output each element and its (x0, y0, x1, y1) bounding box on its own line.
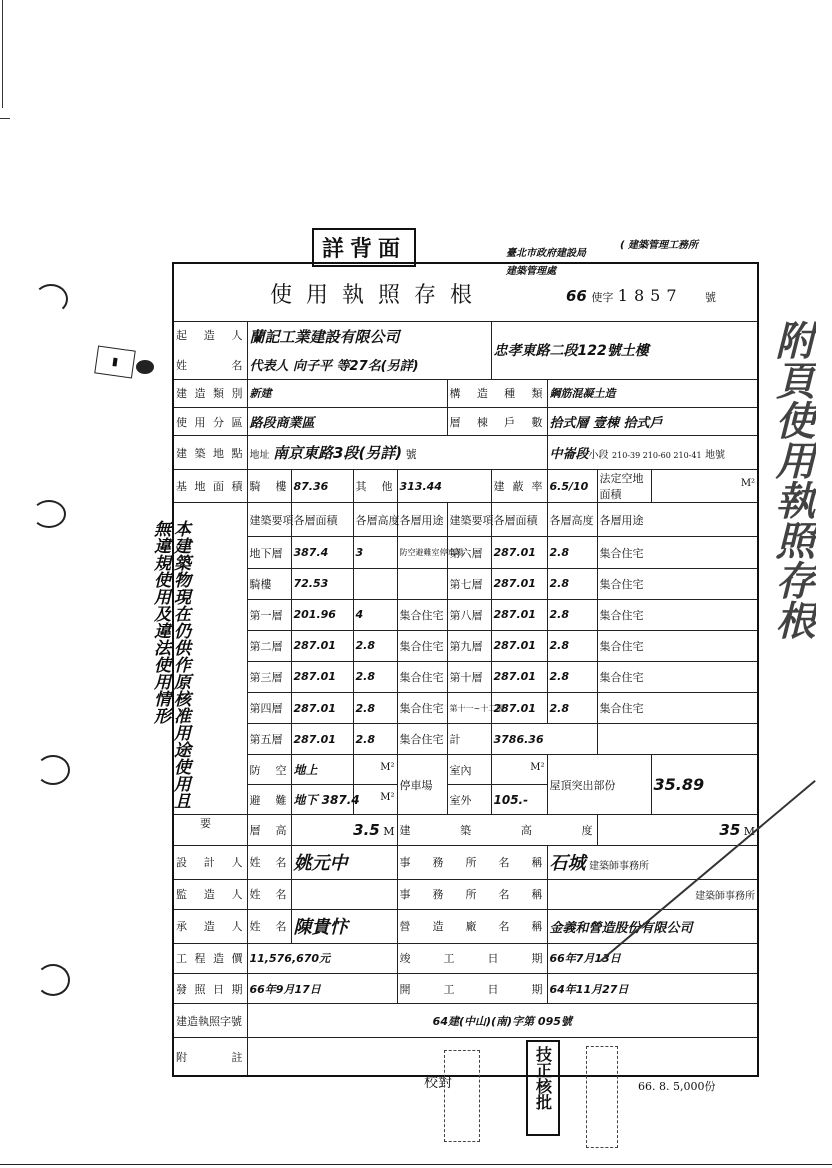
floor-row: 第八層 (447, 599, 491, 630)
bottom-rule (0, 1164, 832, 1165)
structure-value: 鋼筋混凝土造 (547, 379, 758, 407)
designer-office: 石城 (549, 853, 586, 875)
site-address: 南京東路3段(另詳) (273, 444, 403, 463)
floor-row: 第五層 (247, 724, 291, 755)
seal-right (586, 1046, 618, 1148)
contractor-company: 金義和營造股份有限公司 (547, 909, 758, 943)
builder-rep: 代表人 向子平 等27名(另詳) (249, 359, 419, 375)
usage-permit-stub-form: 使用執照存根 66 使字 1857 號 起造人 姓名 蘭記工業建設有限公司 代表人 向子平 等27名(另詳) 忠孝東路二段122號土樓 建造類別 新建 構造種類 鋼筋混凝土造 使用分區 路段商業區 層棟戶數 拾式層 壹棟 拾式戶 建築地點 地址 南京東路3段(另詳) 號 中崙段小段 210-39 210-60 210-41 地號 基地面積 騎樓 87.36 其他 313.44 建蔽率 6.5/10 法定空地面積 M² 建築要項 各層面積 各層高度 各層用途 建築要項 各層面積 各層高度 各層用途 地下層 387.4 3 防空避難室停車場 第六層 287.01 2.8 集合住宅 騎樓 72.53 第七層 287.01 2.8 集合住宅 第一層 201.96 4 集合住宅 第八層 287.01 2.8 集合住宅 第二層 287.01 2.8 集合住宅 第九層 287.01 2.8 集合住宅 第三層 287.01 2.8 集合住宅 第十層 287.01 2.8 集合住宅 第四層 287.01 2.8 集合住宅 第十一~十二層 287.01 2.8 集合住宅 第五層 287.01 2.8 集合住宅 計 3786.36 防空 地上 M² 停車場 室內 M² 屋頂突出部份 35.89 避難 地下 387.4 M² 室外 105.- 層高 3.5 M 建築高度 35 M 設計人 姓名 姚元中 事務所名稱 石城 建築師事務所 監造人 姓名 事務所名稱 建築師事務所 承造人 姓名 陳貴忭 營造廠名稱 金義和營造股份有限公司 工程造價 11,576,670元 竣工日期 66年7月13日 發照日期 66年9月17日 開工日期 64年11月27日 建造執照字號 64建(中山)(南)字第 095號 附註 (172, 262, 759, 1077)
contractor-name: 陳貴忭 (291, 909, 397, 943)
area-label: 基地面積 (173, 470, 247, 503)
scan-mark-2 (32, 500, 66, 528)
note-value (247, 1038, 758, 1076)
floors-units-label: 層棟戶數 (447, 408, 547, 436)
left-margin-note: 本建築物現在仍供作原核准用途使用且無違規使用及違法使用情形 (150, 520, 190, 809)
category-value: 新建 (247, 379, 447, 407)
top-stamp-paren: ( 建築管理工務所 (620, 240, 699, 251)
category-label: 建造類別 (173, 379, 247, 407)
evac-value: 地下 387.4 (291, 785, 353, 815)
floor-row: 地下層 (247, 537, 291, 568)
roof-label: 屋頂突出部份 (547, 755, 651, 815)
floor-row: 第四層 (247, 693, 291, 724)
other-area: 313.44 (397, 470, 491, 503)
outdoor-value: 105.- (491, 785, 547, 815)
builder-address: 忠孝東路二段122號土樓 (493, 343, 649, 360)
print-note: 66. 8. 5,000份 (638, 1080, 716, 1093)
proofread-stamp: 校對 (424, 1075, 452, 1091)
structure-label: 構造種類 (447, 379, 547, 407)
designer-name: 姚元中 (291, 845, 397, 879)
arcade-area: 87.36 (291, 470, 353, 503)
issue-date: 66年9月17日 (247, 974, 397, 1004)
site-lot-numbers: 210-39 210-60 210-41 (612, 451, 702, 461)
right-margin-text: 附頁使用執照存根 (769, 320, 815, 640)
hole-punch (136, 360, 154, 374)
construction-permit-number: 64建(中山)(南)字第 095號 (247, 1004, 758, 1038)
detail-back-stamp: 詳背面 (312, 228, 416, 267)
top-stamp-line2: 建築管理處 (506, 266, 556, 277)
scan-edge-line (0, 118, 10, 119)
builder-label-cell: 起造人 姓名 (173, 321, 247, 379)
roof-value: 35.89 (651, 755, 758, 815)
floor-total-label: 計 (447, 724, 491, 755)
approval-stamp: 技正核批 (526, 1040, 560, 1136)
floor-row: 第十一~十二層 (447, 693, 491, 724)
form-title: 使用執照存根 (270, 283, 487, 308)
floor-total-area: 3786.36 (491, 724, 597, 755)
floor-row: 第十層 (447, 661, 491, 692)
floor-row: 第七層 (447, 568, 491, 599)
parking-label: 停車場 (397, 755, 447, 815)
floor-height-value: 3.5 (353, 820, 380, 839)
floor-row: 第九層 (447, 630, 491, 661)
building-height-value: 35 (719, 820, 741, 839)
floor-row: 騎樓 (247, 568, 291, 599)
permit-number: 66 使字 1857 號 (566, 286, 716, 305)
scan-top-mark (2, 0, 3, 108)
zone-label: 使用分區 (173, 408, 247, 436)
site-lot: 中崙段 (549, 447, 589, 463)
construction-cost: 11,576,670元 (247, 943, 397, 973)
floor-row: 第六層 (447, 537, 491, 568)
seal-left (444, 1050, 480, 1142)
side-tab: ▮ (94, 345, 136, 378)
builder-value: 蘭記工業建設有限公司 (249, 328, 400, 347)
supervisor-name (291, 879, 397, 909)
floor-row: 第三層 (247, 661, 291, 692)
floor-row: 第一層 (247, 599, 291, 630)
top-stamp-line1: 臺北市政府建設局 (506, 248, 586, 259)
coverage-ratio: 6.5/10 (547, 470, 597, 503)
scan-mark-4 (36, 964, 70, 996)
floors-units-value: 拾式層 壹棟 拾式戶 (547, 408, 758, 436)
scan-mark-1 (34, 284, 68, 314)
left-margin-footnote: 要 (200, 817, 211, 830)
shelter-value: 地上 (291, 755, 353, 785)
floor-row: 第二層 (247, 630, 291, 661)
site-label: 建築地點 (173, 436, 247, 470)
scan-mark-3 (36, 755, 70, 785)
zone-value: 路段商業區 (247, 408, 447, 436)
completion-date: 66年7月13日 (547, 943, 758, 973)
open-date: 64年11月27日 (547, 974, 758, 1004)
